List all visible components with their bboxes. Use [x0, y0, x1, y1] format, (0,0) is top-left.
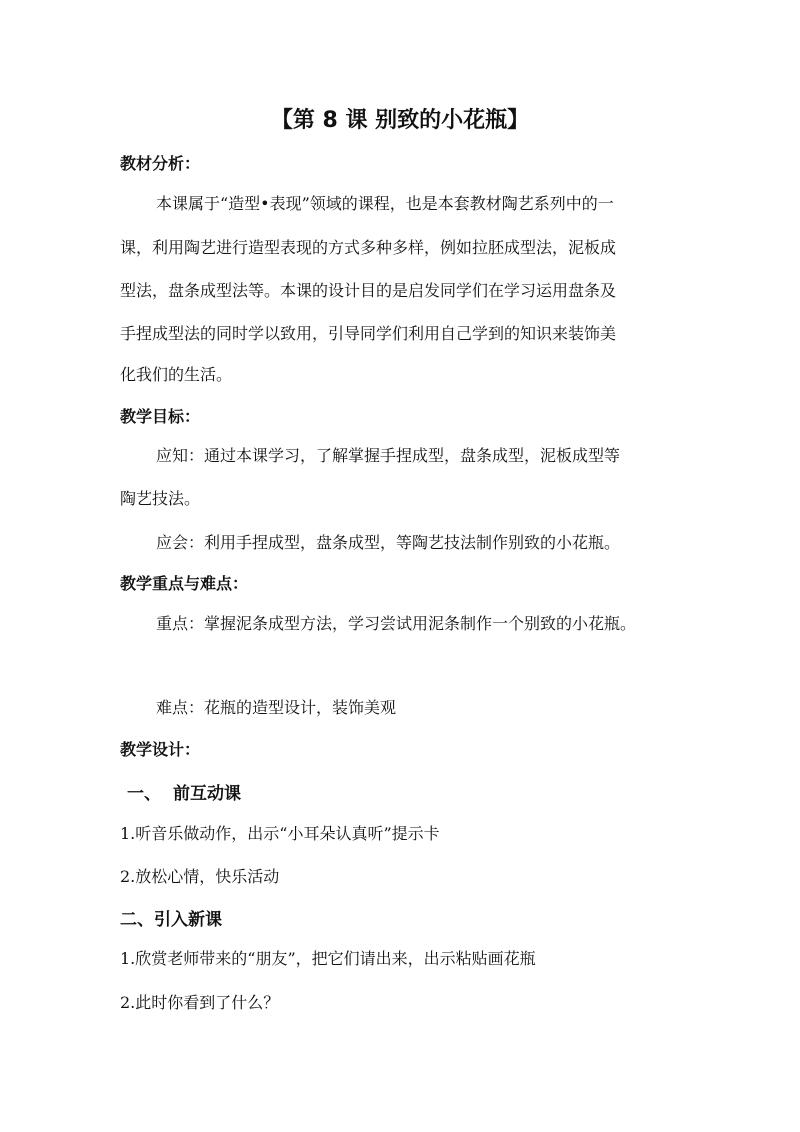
lesson-title: 【第 8 课 别致的小花瓶】 — [270, 108, 530, 133]
goals-line: 应知：通过本课学习，了解掌握手捏成型，盘条成型，泥板成型等 — [156, 446, 621, 465]
analysis-line: 化我们的生活。 — [120, 365, 233, 384]
goals-line: 陶艺技法。 — [120, 489, 201, 508]
part2-item: 2.此时你看到了什么？ — [120, 993, 280, 1012]
part1-item: 1.听音乐做动作，出示“小耳朵认真听”提示卡 — [120, 824, 440, 843]
analysis-heading: 教材分析： — [120, 154, 201, 173]
part2-item: 1.欣赏老师带来的“朋友”，把它们请出来，出示粘贴画花瓶 — [120, 949, 536, 968]
part1-number: 一、 — [127, 784, 161, 804]
difficult-point-line: 难点：花瓶的造型设计，装饰美观 — [156, 698, 397, 717]
key-points-heading: 教学重点与难点： — [120, 574, 249, 593]
key-point-line: 重点：掌握泥条成型方法，学习尝试用泥条制作一个别致的小花瓶。 — [156, 614, 637, 633]
analysis-line: 手捏成型法的同时学以致用，引导同学们利用自己学到的知识来装饰美 — [120, 324, 617, 343]
analysis-line: 本课属于“造型•表现”领域的课程，也是本套教材陶艺系列中的一 — [156, 194, 614, 213]
analysis-line: 课，利用陶艺进行造型表现的方式多种多样，例如拉胚成型法，泥板成 — [120, 238, 617, 257]
design-heading: 教学设计： — [120, 740, 201, 759]
analysis-line: 型法，盘条成型法等。本课的设计目的是启发同学们在学习运用盘条及 — [120, 281, 617, 300]
part2-title: 二、引入新课 — [120, 910, 222, 930]
goals-line: 应会：利用手捏成型，盘条成型，等陶艺技法制作别致的小花瓶。 — [156, 533, 621, 552]
part1-title: 前互动课 — [173, 784, 241, 804]
part1-item: 2.放松心情，快乐活动 — [120, 867, 280, 886]
goals-heading: 教学目标： — [120, 407, 201, 426]
